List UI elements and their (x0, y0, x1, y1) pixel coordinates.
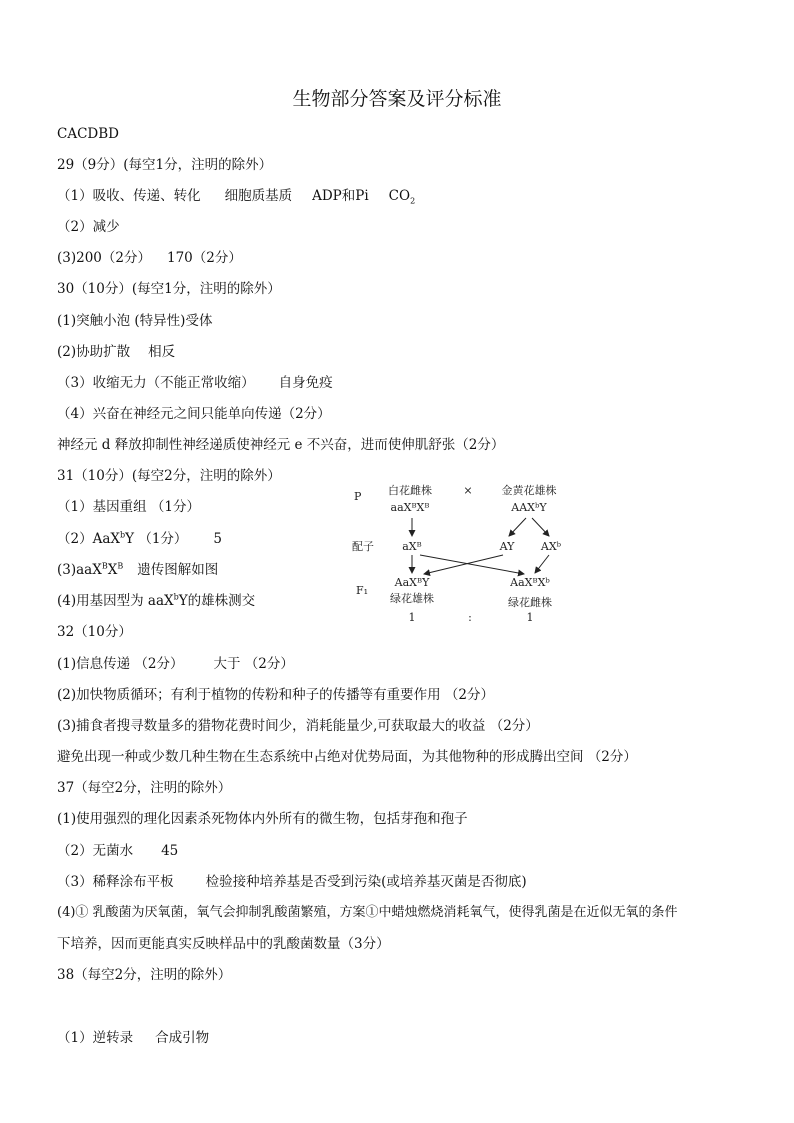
q30-answer-5: 神经元 d 释放抑制性神经递质使神经元 e 不兴奋，进而使伸肌舒张（2分） (57, 437, 505, 453)
q31-a4-post: Y的雄株测交 (178, 593, 256, 609)
diagram-offspring-1-genotype: AaXᴮY (394, 576, 430, 589)
diagram-male-parent: 金黄花雄株 (501, 484, 557, 497)
q31-answer-4 (57, 592, 255, 610)
arrow-male-to-gamete-axb (532, 518, 549, 536)
q32-answer-1 (57, 655, 294, 673)
q30-a2-part2: 相反 (148, 344, 176, 360)
q29-a1-part4: CO (388, 188, 411, 204)
diagram-p-label: P (354, 490, 362, 503)
diagram-ratio-left: 1 (408, 611, 416, 624)
arrow-male-to-gamete-ay (509, 518, 526, 536)
q37-a3-part1: （3）稀释涂布平板 (57, 874, 174, 890)
q30-answer-3 (57, 374, 333, 392)
q38-a1-part2: 合成引物 (155, 1030, 210, 1046)
choice-answers: CACDBD (57, 126, 119, 142)
q29-header: 29（9分）(每空1分，注明的除外） (57, 157, 273, 173)
q29-answer-2: （2）减少 (57, 219, 120, 235)
q31-answer-1: （1）基因重组 （1分） (57, 499, 200, 515)
q37-answer-2 (57, 842, 178, 860)
q29-a1-part1: （1）吸收、传递、转化 (57, 188, 201, 204)
q32-answer-3: (3)捕食者搜寻数量多的猎物花费时间少，消耗能量少,可获取最大的收益 （2分） (57, 718, 539, 734)
q37-a2-part2: 45 (161, 843, 179, 859)
diagram-female-parent: 白花雌株 (388, 484, 432, 497)
diagram-cross-symbol: × (463, 484, 473, 497)
q29-answer-1 (57, 187, 415, 205)
q31-a2-post: Y （1分） (125, 531, 188, 547)
q37-header: 37（每空2分，注明的除外） (57, 780, 232, 796)
q30-answer-4: （4）兴奋在神经元之间只能单向传递（2分） (57, 406, 331, 422)
q29-a3-part1: (3)200（2分） (57, 250, 151, 266)
q31-a2-num: 5 (213, 531, 223, 547)
q29-a3-part2: 170（2分） (166, 250, 242, 266)
q29-a1-part2: 细胞质基质 (224, 188, 293, 204)
q31-a3-sup1: B (101, 561, 108, 571)
page-title: 生物部分答案及评分标准 (292, 88, 502, 110)
q32-a1-part1: (1)信息传递 （2分） (57, 656, 184, 672)
q30-a3-part1: （3）收缩无力（不能正常收缩） (57, 375, 255, 391)
q32-a1-part2: 大于 （2分） (213, 656, 294, 672)
q37-a3-part2: 检验接种培养基是否受到污染(或培养基灭菌是否彻底) (205, 874, 527, 890)
diagram-ratio-right: 1 (526, 611, 534, 624)
q29-a1-subscript: 2 (410, 196, 416, 206)
diagram-offspring-1-phenotype: 绿花雄株 (390, 592, 434, 605)
q31-a4-pre: (4)用基因型为 aaX (57, 593, 174, 609)
q29-answer-3 (57, 249, 242, 267)
q32-answer-4: 避免出现一种或少数几种生物在生态系统中占绝对优势局面，为其他物种的形成腾出空间 （2分） (57, 749, 637, 765)
q37-answer-1: (1)使用强烈的理化因素杀死物体内外所有的微生物，包括芽孢和孢子 (57, 811, 468, 827)
diagram-gamete-male-1: AY (499, 540, 515, 553)
diagram-male-genotype: AAXᵇY (511, 501, 547, 514)
q37-answer-4-line-1: (4)① 乳酸菌为厌氧菌，氧气会抑制乳酸菌繁殖，方案①中蜡烛燃烧消耗氧气，使得乳菌是在近似无氧的条件 (57, 905, 678, 920)
q32-answer-2: (2)加快物质循环；有利于植物的传粉和种子的传播等有重要作用 （2分） (57, 687, 495, 703)
q29-a1-part3: ADP和Pi (312, 188, 369, 204)
q32-header: 32（10分） (57, 624, 132, 640)
q31-a3-sup2: B (117, 561, 124, 571)
q31-a3-mid: X (107, 562, 118, 578)
q30-header: 30（10分）(每空1分，注明的除外） (57, 281, 281, 297)
q31-a2-pre: （2）AaX (57, 531, 120, 547)
diagram-gamete-female: aXᴮ (402, 540, 422, 553)
diagram-female-genotype: aaXᴮXᴮ (390, 501, 430, 514)
diagram-gamete-label: 配子 (352, 540, 374, 553)
q38-header: 38（每空2分，注明的除外） (57, 967, 232, 983)
arrow-axb-gamete-to-offspring-2 (535, 555, 549, 573)
q31-answer-2 (57, 530, 222, 548)
q31-a4-sup: b (173, 592, 179, 602)
diagram-offspring-2-phenotype: 绿花雌株 (508, 596, 552, 609)
q31-header: 31（10分）(每空2分，注明的除外） (57, 468, 281, 484)
q30-a3-part2: 自身免疫 (278, 375, 333, 391)
genetic-cross-diagram (340, 478, 580, 628)
q38-a1-part1: （1）逆转录 (57, 1030, 134, 1046)
q37-a2-part1: （2）无菌水 (57, 843, 134, 859)
q38-answer-1 (57, 1029, 209, 1047)
q31-a3-post: 遗传图解如图 (137, 562, 219, 578)
diagram-gamete-male-2: AXᵇ (540, 540, 562, 553)
q30-answer-2 (57, 343, 175, 361)
q37-answer-4-line-2: 下培养，因而更能真实反映样品中的乳酸菌数量（3分） (57, 936, 390, 952)
q31-a3-pre: (3)aaX (57, 562, 102, 578)
q31-answer-3 (57, 561, 218, 579)
q30-a2-part1: (2)协助扩散 (57, 344, 131, 360)
q31-a2-sup: b (120, 530, 126, 540)
diagram-f1-label: F₁ (356, 584, 369, 597)
diagram-offspring-2-genotype: AaXᴮXᵇ (510, 576, 550, 589)
diagram-ratio-colon: : (468, 611, 472, 624)
q37-answer-3 (57, 873, 527, 891)
q30-answer-1: (1)突触小泡 (特异性)受体 (57, 313, 213, 329)
